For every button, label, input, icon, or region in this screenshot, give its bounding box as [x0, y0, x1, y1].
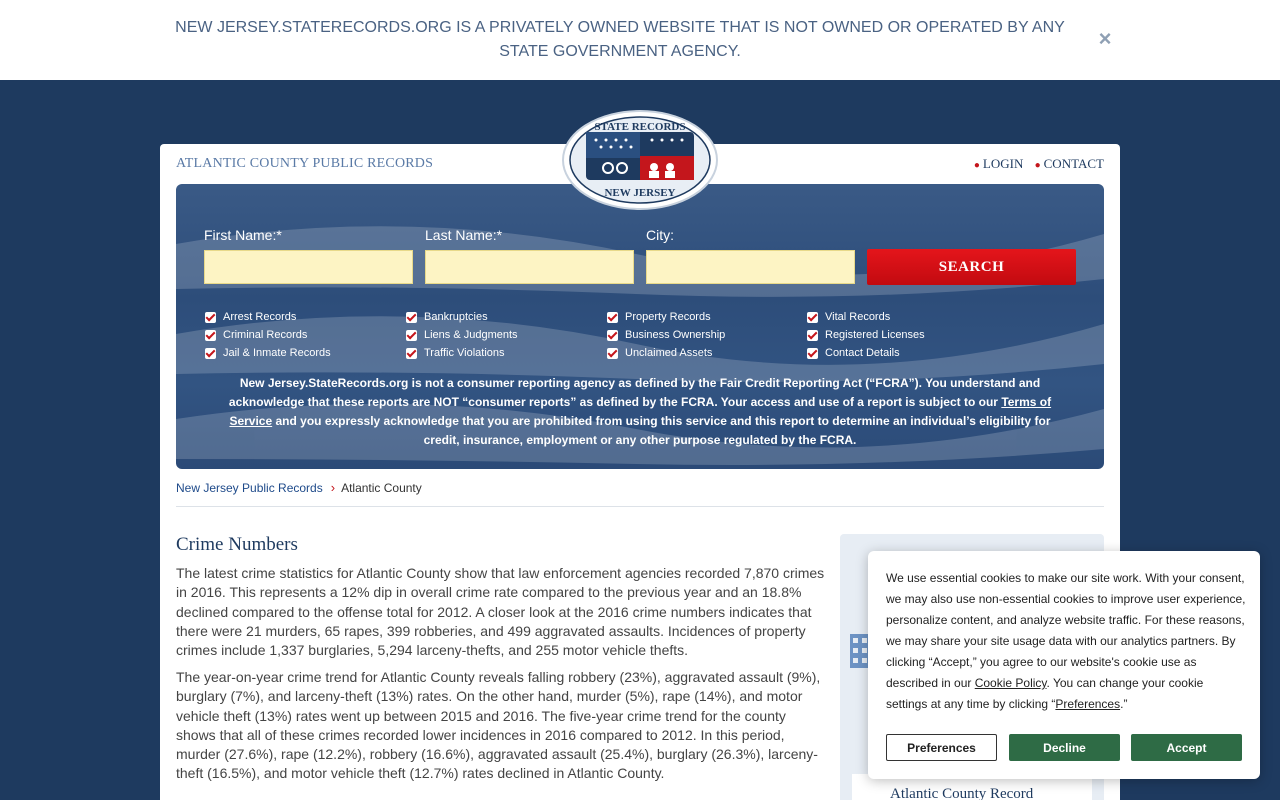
checkbox-vital-records[interactable]: [807, 308, 925, 326]
state-records-seal-logo: [562, 110, 718, 210]
search-button[interactable]: SEARCH: [867, 249, 1076, 285]
building-icon: [850, 634, 870, 668]
crime-paragraph-2: The year-on-year crime trend for Atlantic County reveals falling robbery (23%), aggravated assault (9%), burglary (7%), and larceny-theft (13%) rates. On the other hand, murder (5%), rape (14%), and motor vehicle theft (13%) rates went up between 2015 and 2016. The five-year crime trend for the county shows that all of these crimes recorded lower incidences in 2016 compared to 2012. In this period, murder (27.6%), rape (12.2%), robbery (16.6%), aggravated assault (25.4%), burglary (26.3%), larceny-theft (16.5%), and motor vehicle theft (12.7%) rates declined in Atlantic County.: [176, 669, 821, 782]
breadcrumb: [176, 480, 422, 495]
checkbox-label: Registered Licenses: [825, 329, 925, 341]
checkbox-label: Bankruptcies: [424, 311, 488, 323]
checkbox-column-4: [807, 308, 925, 362]
contact-link[interactable]: CONTACT: [1043, 156, 1104, 171]
checkbox-column-1: [205, 308, 331, 362]
checkbox-business-ownership[interactable]: [607, 326, 725, 344]
login-link[interactable]: LOGIN: [982, 156, 1024, 171]
first-name-input[interactable]: [204, 250, 413, 284]
breadcrumb-current: Atlantic County: [341, 481, 422, 495]
seal-top-text: STATE RECORDS: [594, 121, 686, 133]
cookie-text-part: We use essential cookies to make our site work. With your consent, we may also use non-essential cookies to improve user experience, personalize content, and analyze website traffic. For these reasons, we may share your site usage data with our analytics partners. By clicking “Accept,” you agree to our website's cookie use as described in our: [886, 571, 1246, 690]
checkmark-icon: [807, 312, 818, 323]
decline-button[interactable]: Decline: [1009, 734, 1120, 761]
side-title: Atlantic County Record: [890, 786, 1034, 800]
checkbox-arrest-records[interactable]: [205, 308, 331, 326]
checkbox-unclaimed-assets[interactable]: [607, 344, 725, 362]
checkmark-icon: [807, 330, 818, 341]
checkbox-column-3: [607, 308, 725, 362]
seal-bottom-text: NEW JERSEY: [604, 187, 676, 199]
terms-of-service-link[interactable]: Terms of Service: [229, 395, 1052, 428]
checkbox-label: Business Ownership: [625, 329, 726, 341]
first-name-label: First Name:*: [204, 227, 282, 243]
checkmark-icon: [607, 330, 618, 341]
city-input[interactable]: [646, 250, 855, 284]
bullet-icon: ●: [1034, 160, 1041, 171]
checkmark-icon: [607, 348, 618, 359]
city-label: City:: [646, 227, 674, 243]
checkmark-icon: [406, 330, 417, 341]
cookie-text: [886, 568, 1246, 715]
section-title: Crime Numbers: [176, 534, 298, 555]
chevron-right-icon: ›: [330, 480, 336, 495]
site-title: ATLANTIC COUNTY PUBLIC RECORDS: [176, 156, 434, 171]
fcra-text: and you expressly acknowledge that you are prohibited from using this service and this report to determine an individual’s eligibility for credit, insurance, employment or any other purpose regulated by the FCRA.: [272, 414, 1051, 447]
disclaimer-banner: [0, 0, 1280, 80]
accept-button[interactable]: Accept: [1131, 734, 1242, 761]
checkbox-label: Unclaimed Assets: [625, 347, 713, 359]
fcra-text: New Jersey.StateRecords.org is not a consumer reporting agency as defined by the Fair Credit Reporting Act (“FCRA”). You understand and acknowledge that these reports are NOT “consumer reports” as defined by the FCRA. Your access and use of a report is subject to our: [228, 376, 1041, 409]
crime-paragraph-1: The latest crime statistics for Atlantic County show that law enforcement agencies recorded 7,870 crimes in 2016. This represents a 12% dip in overall crime rate compared to the previous year and an 18.8% declined compared to the offense total for 2012. A closer look at the 2016 crime numbers indicates that there were 21 murders, 65 rapes, 399 robberies, and 499 aggravated assaults. Incidences of property crimes include 1,337 burglaries, 5,294 larceny-thefts, and 255 motor vehicle thefts.: [176, 565, 825, 659]
checkmark-icon: [205, 330, 216, 341]
top-nav: [974, 156, 1104, 172]
close-icon[interactable]: ×: [1098, 26, 1112, 51]
last-name-input[interactable]: [425, 250, 634, 284]
checkbox-label: Property Records: [625, 311, 711, 323]
fcra-disclaimer: [212, 374, 1068, 450]
search-panel: [176, 184, 1104, 469]
checkmark-icon: [807, 348, 818, 359]
checkbox-label: Traffic Violations: [424, 347, 505, 359]
checkbox-column-2: [406, 308, 518, 362]
checkbox-label: Vital Records: [825, 311, 891, 323]
last-name-label: Last Name:*: [425, 227, 503, 243]
checkmark-icon: [205, 312, 216, 323]
preferences-link[interactable]: Preferences: [1055, 697, 1121, 711]
cookie-policy-link[interactable]: Cookie Policy: [974, 676, 1047, 690]
checkbox-registered-licenses[interactable]: [807, 326, 925, 344]
checkbox-jail-inmate-records[interactable]: [205, 344, 331, 362]
checkbox-traffic-violations[interactable]: [406, 344, 518, 362]
checkmark-icon: [406, 312, 417, 323]
checkbox-label: Liens & Judgments: [424, 329, 518, 341]
cookie-text-part: . You can change your cookie settings at any time by clicking “: [886, 676, 1204, 711]
checkbox-label: Jail & Inmate Records: [223, 347, 331, 359]
checkmark-icon: [607, 312, 618, 323]
preferences-button[interactable]: Preferences: [886, 734, 997, 761]
checkbox-property-records[interactable]: [607, 308, 725, 326]
checkmark-icon: [406, 348, 417, 359]
checkbox-label: Arrest Records: [223, 311, 297, 323]
divider: [176, 506, 1104, 507]
disclaimer-text: NEW JERSEY.STATERECORDS.ORG IS A PRIVATELY OWNED WEBSITE THAT IS NOT OWNED OR OPERATED BY ANY STATE GOVERNMENT AGENCY.: [175, 19, 1065, 60]
checkbox-bankruptcies[interactable]: [406, 308, 518, 326]
bullet-icon: ●: [973, 160, 980, 171]
checkbox-contact-details[interactable]: [807, 344, 925, 362]
checkbox-label: Criminal Records: [223, 329, 308, 341]
cookie-text-part: .”: [1120, 697, 1128, 711]
checkmark-icon: [205, 348, 216, 359]
cookie-consent-dialog: [868, 551, 1260, 779]
checkbox-criminal-records[interactable]: [205, 326, 331, 344]
breadcrumb-new-jersey-link[interactable]: New Jersey Public Records: [176, 481, 323, 495]
checkbox-label: Contact Details: [825, 347, 900, 359]
checkbox-liens-judgments[interactable]: [406, 326, 518, 344]
